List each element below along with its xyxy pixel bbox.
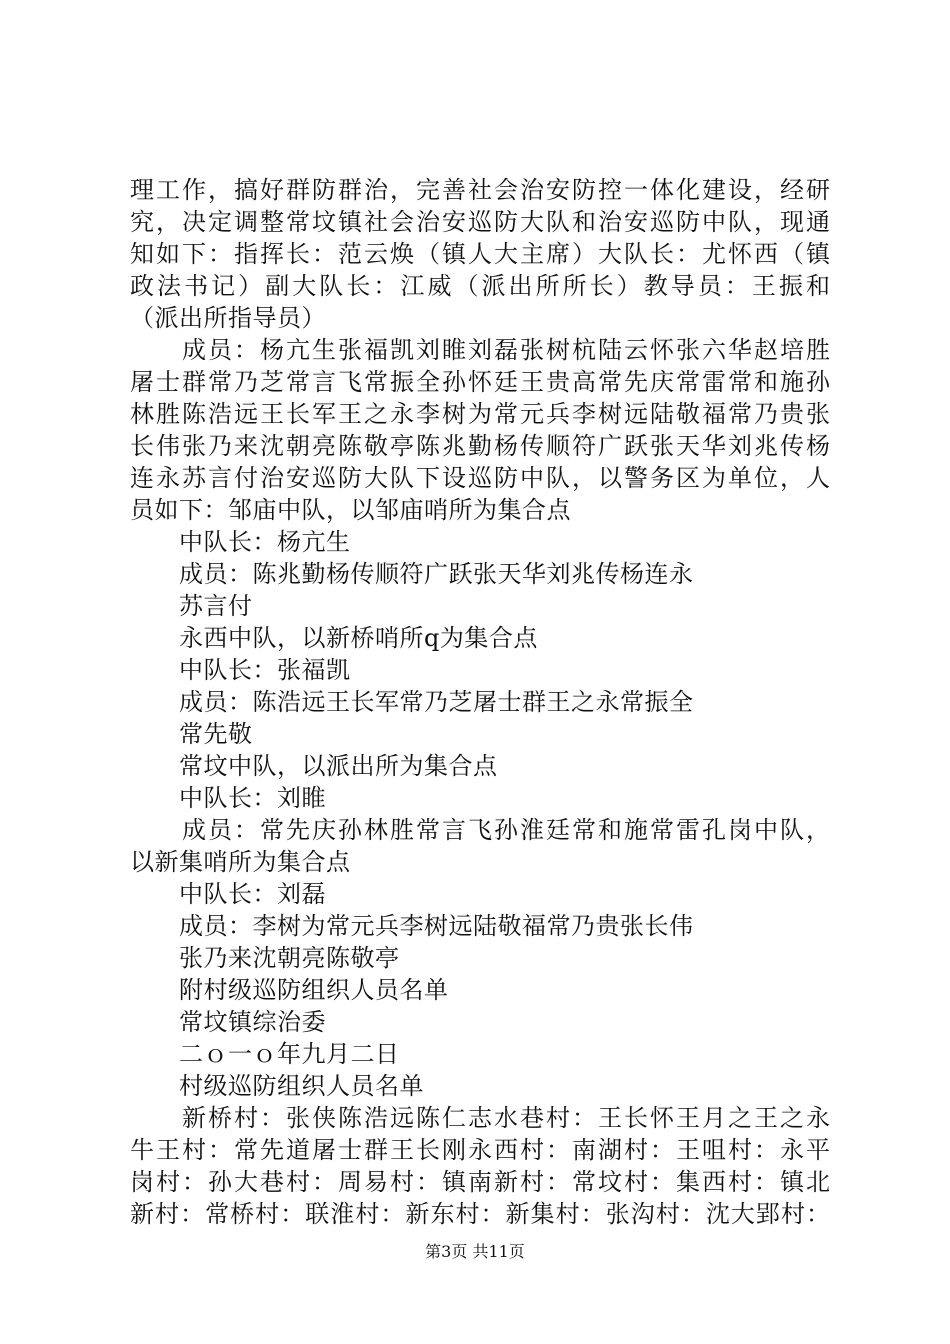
text-line: 常坟镇综治委 bbox=[130, 1008, 326, 1036]
text-line: 以新集哨所为集合点 bbox=[130, 848, 351, 876]
text-line: 苏言付 bbox=[130, 592, 253, 620]
text-line: 成员：杨亢生张福凯刘睢刘磊张树杭陆云怀张六华赵培胜 bbox=[130, 336, 830, 364]
text-line: 成员：陈兆勤杨传顺符广跃张天华刘兆传杨连永 bbox=[130, 560, 694, 588]
page-number-footer: 第3页 共11页 bbox=[425, 1242, 525, 1261]
text-line: 成员：李树为常元兵李树远陆敬福常乃贵张长伟 bbox=[130, 912, 694, 940]
text-line: 理工作，搞好群防群治，完善社会治安防控一体化建设，经研 bbox=[130, 176, 830, 204]
text-line: 二ｏ一ｏ年九月二日 bbox=[130, 1040, 400, 1068]
text-line: 员如下：邹庙中队，以邹庙哨所为集合点 bbox=[130, 496, 571, 524]
text-line: 村级巡防组织人员名单 bbox=[130, 1072, 424, 1100]
text-line: 屠士群常乃芝常言飞常振全孙怀廷王贵高常先庆常雷常和施孙 bbox=[130, 368, 830, 396]
text-line: 连永苏言付治安巡防大队下设巡防中队，以警务区为单位，人 bbox=[130, 464, 830, 492]
text-line: 中队长：张福凯 bbox=[130, 656, 351, 684]
text-line: 林胜陈浩远王长军王之永李树为常元兵李树远陆敬福常乃贵张 bbox=[130, 400, 830, 428]
text-line: 究，决定调整常坟镇社会治安巡防大队和治安巡防中队，现通 bbox=[130, 208, 830, 236]
text-line: 知如下：指挥长：范云焕（镇人大主席）大队长：尤怀西（镇 bbox=[130, 240, 830, 268]
text-line: 常先敬 bbox=[130, 720, 253, 748]
text-line: 新村：常桥村：联淮村：新东村：新集村：张沟村：沈大郢村： bbox=[130, 1200, 830, 1228]
text-line: 中队长：杨亢生 bbox=[130, 528, 351, 556]
text-line: 政法书记）副大队长：江威（派出所所长）教导员：王振和 bbox=[130, 272, 830, 300]
text-line: 永西中队，以新桥哨所q为集合点 bbox=[130, 624, 538, 652]
text-line: 新桥村：张侠陈浩远陈仁志水巷村：王长怀王月之王之永 bbox=[130, 1104, 830, 1132]
text-line: 附村级巡防组织人员名单 bbox=[130, 976, 449, 1004]
text-line: 常坟中队，以派出所为集合点 bbox=[130, 752, 498, 780]
text-line: 中队长：刘睢 bbox=[130, 784, 326, 812]
text-line: 张乃来沈朝亮陈敬亭 bbox=[130, 944, 400, 972]
text-line: 中队长：刘磊 bbox=[130, 880, 326, 908]
text-line: 长伟张乃来沈朝亮陈敬亭陈兆勤杨传顺符广跃张天华刘兆传杨 bbox=[130, 432, 830, 460]
text-line: 牛王村：常先道屠士群王长刚永西村：南湖村：王咀村：永平 bbox=[130, 1136, 830, 1164]
text-line: 成员：陈浩远王长军常乃芝屠士群王之永常振全 bbox=[130, 688, 694, 716]
text-line: （派出所指导员） bbox=[130, 304, 326, 332]
text-line: 成员：常先庆孙林胜常言飞孙淮廷常和施常雷孔岗中队， bbox=[130, 816, 830, 844]
text-line: 岗村：孙大巷村：周易村：镇南新村：常坟村：集西村：镇北 bbox=[130, 1168, 830, 1196]
